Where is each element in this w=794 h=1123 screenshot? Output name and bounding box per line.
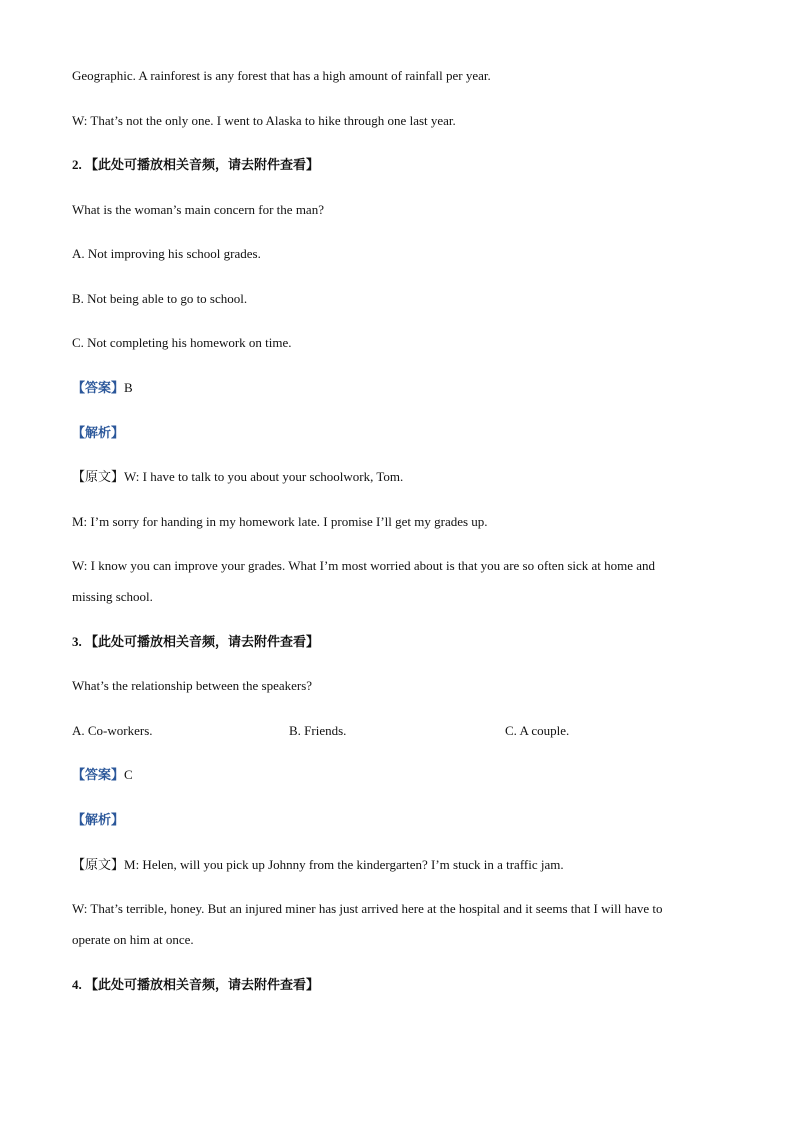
question-number: 3. <box>72 634 82 649</box>
question-2-text: What is the woman’s main concern for the man? <box>72 202 324 217</box>
question-4-header <box>72 977 319 993</box>
transcript-line <box>72 469 403 485</box>
audio-notice: 【此处可播放相关音频，请去附件查看】 <box>85 157 320 172</box>
question-3-header <box>72 634 319 650</box>
transcript-line: W: I know you can improve your grades. What I’m most worried about is that you are so often sick at home and <box>72 558 656 573</box>
analysis-label: 【解析】 <box>72 812 125 827</box>
answer-label: 【答案】 <box>72 767 125 782</box>
transcript-line: W: That’s terrible, honey. But an injured miner has just arrived here at the hospital and it seems that I will have to <box>72 901 663 916</box>
audio-notice: 【此处可播放相关音频，请去附件查看】 <box>85 977 320 992</box>
analysis-label: 【解析】 <box>72 425 125 440</box>
audio-notice: 【此处可播放相关音频，请去附件查看】 <box>85 634 320 649</box>
transcript-line: operate on him at once. <box>72 932 194 947</box>
transcript-text: M: Helen, will you pick up Johnny from the kindergarten? I’m stuck in a traffic jam. <box>124 857 564 872</box>
option-c: C. A couple. <box>505 723 570 738</box>
question-2-header <box>72 157 319 173</box>
answer-label: 【答案】 <box>72 380 125 395</box>
answer-value: C <box>124 767 133 782</box>
answer-value: B <box>124 380 133 395</box>
question-number: 4. <box>72 977 82 992</box>
option-b: B. Not being able to go to school. <box>72 291 248 306</box>
transcript-label: 【原文】 <box>72 469 125 484</box>
option-a: A. Co-workers. <box>72 723 153 738</box>
option-b: B. Friends. <box>289 723 347 738</box>
transcript-text: W: I have to talk to you about your schoolwork, Tom. <box>124 469 404 484</box>
question-3-text: What’s the relationship between the speakers? <box>72 678 313 693</box>
option-c: C. Not completing his homework on time. <box>72 335 292 350</box>
transcript-line <box>72 857 564 873</box>
transcript-line: missing school. <box>72 589 153 604</box>
transcript-label: 【原文】 <box>72 857 125 872</box>
answer-line <box>72 380 133 396</box>
answer-line <box>72 767 133 783</box>
text-line: W: That’s not the only one. I went to Alaska to hike through one last year. <box>72 113 456 128</box>
option-a: A. Not improving his school grades. <box>72 246 261 261</box>
text-line: Geographic. A rainforest is any forest that has a high amount of rainfall per year. <box>72 68 491 83</box>
transcript-line: M: I’m sorry for handing in my homework late. I promise I’ll get my grades up. <box>72 514 488 529</box>
question-number: 2. <box>72 157 82 172</box>
